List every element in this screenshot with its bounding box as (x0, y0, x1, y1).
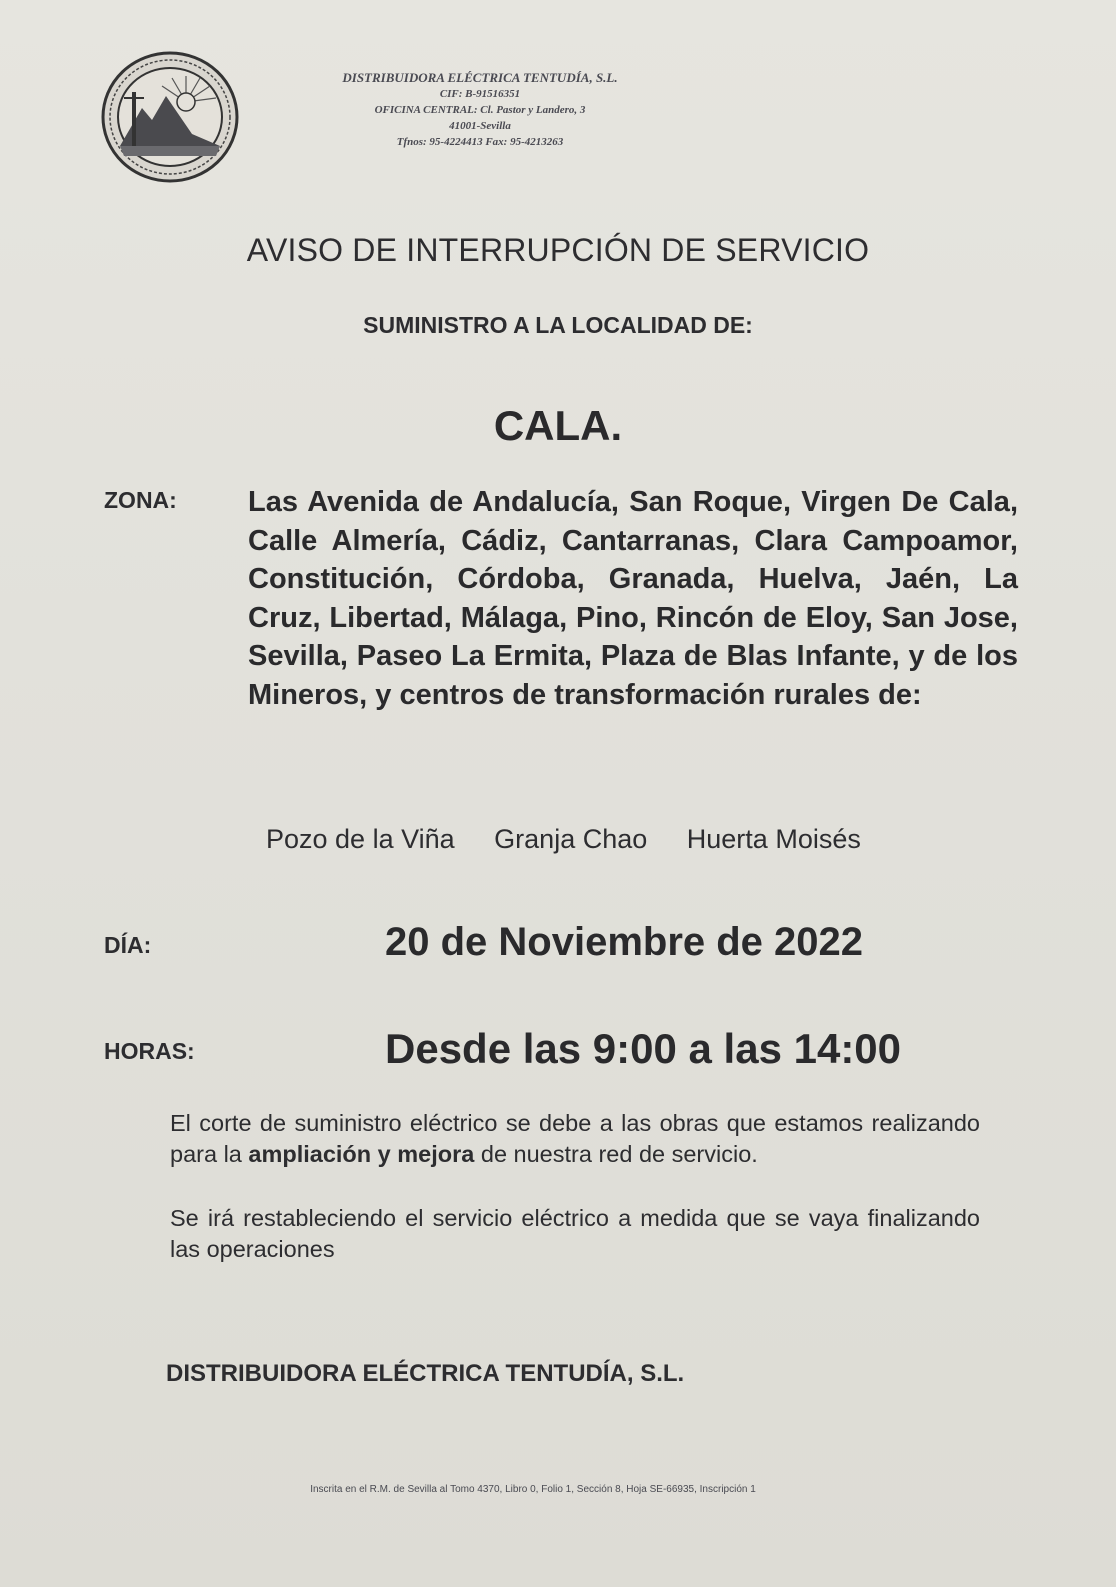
reason-text-bold: ampliación y mejora (248, 1141, 475, 1167)
zona-streets: Las Avenida de Andalucía, San Roque, Virgen De Cala, Calle Almería, Cádiz, Cantarranas, Clara Campoamor, Constitución, Córdoba, Granada, Huelva, Jaén, La Cruz, Libertad, Málaga, Pino, Rincón de Eloy, San Jose, Sevilla, Paseo La Ermita, Plaza de Blas Infante, y de los Mineros, y centros de transformación rurales de: (248, 486, 1018, 711)
notice-subtitle: SUMINISTRO A LA LOCALIDAD DE: (363, 312, 753, 338)
zona-label: ZONA: (104, 487, 177, 513)
rural-places (266, 824, 966, 855)
dia-value: 20 de Noviembre de 2022 (385, 920, 864, 964)
header-city: 41001-Sevilla (449, 120, 511, 132)
header-company-name: DISTRIBUIDORA ELÉCTRICA TENTUDÍA, S.L. (342, 70, 618, 85)
notice-title: AVISO DE INTERRUPCIÓN DE SERVICIO (246, 232, 870, 268)
place-item: Pozo de la Viña (266, 824, 455, 854)
header-cif: CIF: B-91516351 (439, 88, 521, 100)
restore-paragraph: Se irá restableciendo el servicio eléctrico a medida que se vaya finalizando las operaciones (170, 1205, 980, 1262)
registry-footer: Inscrita en el R.M. de Sevilla al Tomo 4370, Libro 0, Folio 1, Sección 8, Hoja SE-66935, Inscripción 1 (310, 1484, 756, 1495)
header-phones: Tfnos: 95-4224413 Fax: 95-4213263 (396, 136, 564, 148)
company-seal-icon (100, 50, 240, 184)
place-item: Granja Chao (494, 824, 648, 854)
signature: DISTRIBUIDORA ELÉCTRICA TENTUDÍA, S.L. (166, 1360, 685, 1387)
reason-paragraph (170, 1108, 980, 1170)
place-item: Huerta Moisés (686, 824, 861, 854)
town-name: CALA. (493, 402, 623, 449)
header-office: OFICINA CENTRAL: Cl. Pastor y Landero, 3 (374, 104, 586, 116)
company-header (270, 70, 690, 150)
reason-text-start: El corte de suministro eléctrico se debe a las obras que estamos realizando para la (170, 1110, 980, 1167)
dia-label: DÍA: (104, 932, 152, 958)
reason-text-end: de nuestra red de servicio. (474, 1141, 758, 1167)
horas-label: HORAS: (104, 1038, 195, 1064)
horas-value: Desde las 9:00 a las 14:00 (385, 1025, 902, 1072)
